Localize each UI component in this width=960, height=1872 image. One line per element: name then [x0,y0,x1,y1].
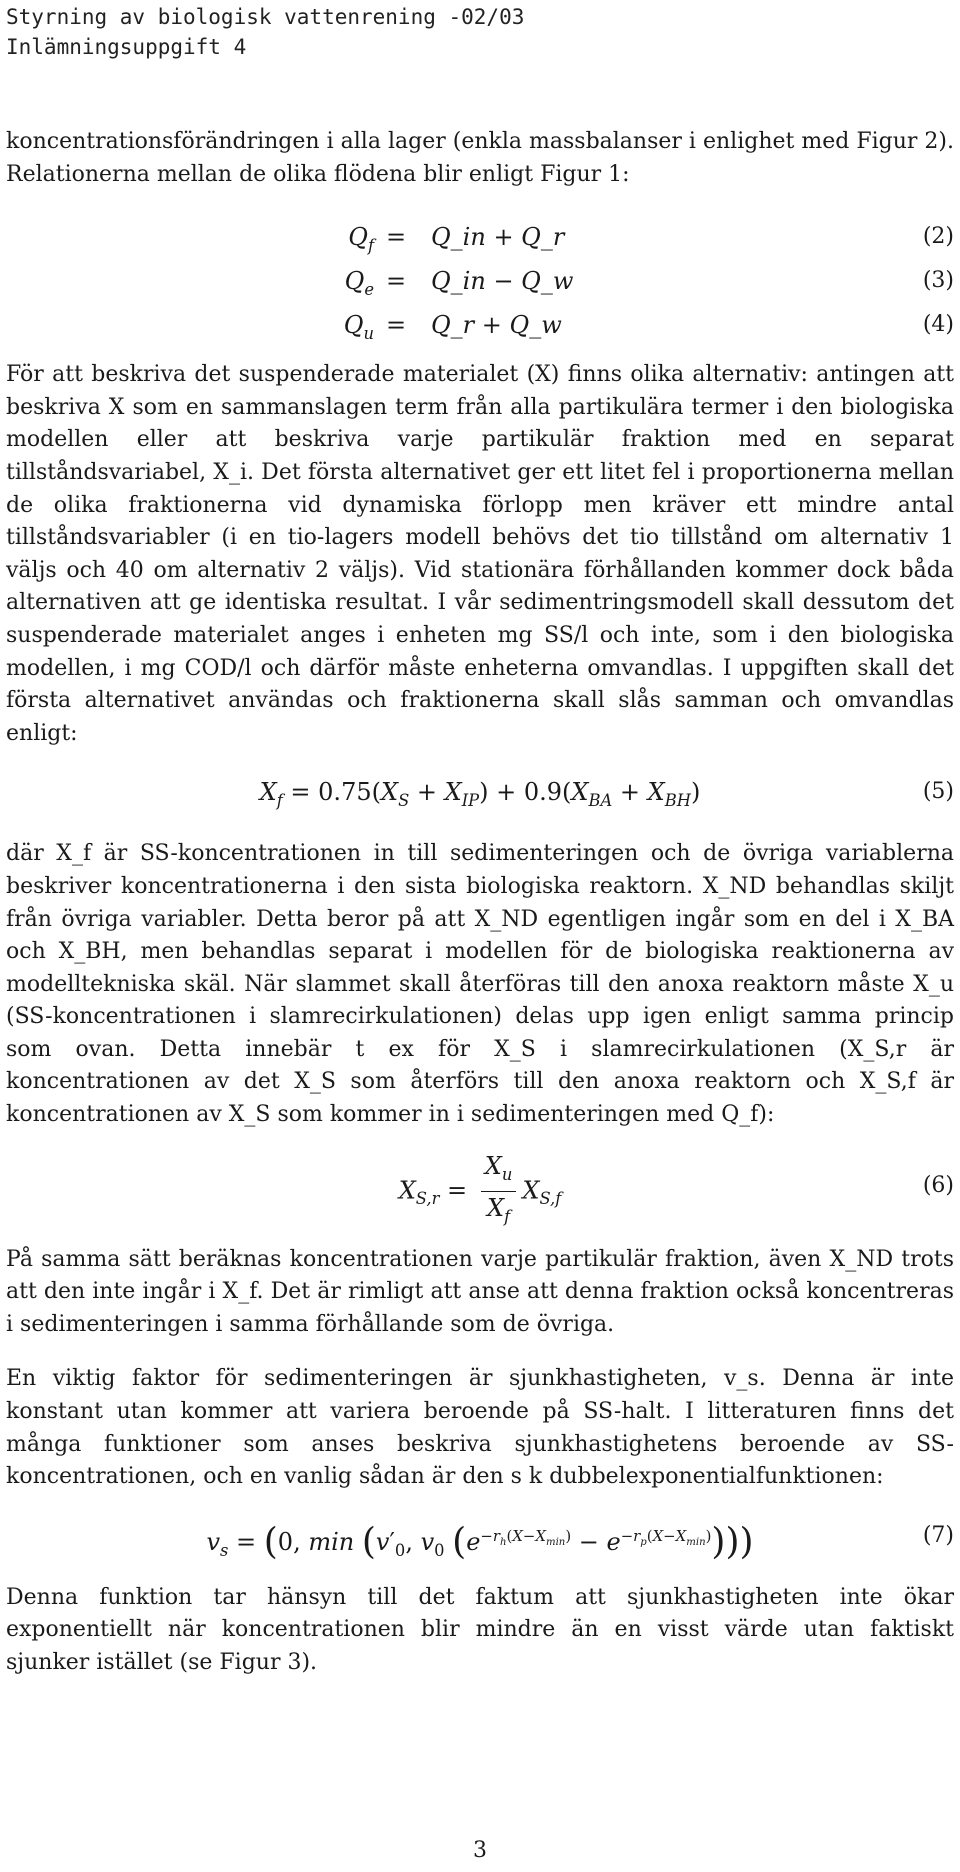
paragraph-function-note: Denna funktion tar hänsyn till det faktum att sjunkhastigheten inte ökar exponentiellt när koncentrationen blir mindre än en visst värde utan faktiskt sjunker istället (se Figur 3). [6,1584,954,1675]
equation-lhs: $Q_f$ [348,223,374,255]
equation-number: (3) [922,268,954,294]
equation-number: (6) [922,1172,954,1198]
paragraph-suspended-material: För att beskriva det suspenderade materialet (X) finns olika alternativ: antingen att beskriva X som en sammanslagen term från alla partikulära termer i den biologiska modellen eller att beskriva varje partikulär fraktion med en separat tillståndsvariabel, X_i. Det första alternativet ger ett litet fel i proportionerna mellan de olika fraktionerna vid dynamiska förlopp men kräver ett mindre antal tillståndsvariabler (i en tio-lagers modell behövs det tio tillstånd om alternativ 1 väljs och 40 om alternativ 2 väljs). Vid stationära förhållanden kommer dock båda alternativen att ge identiska resultat. I vår sedimentringsmodell skall dessutom det suspenderade materialet anges i enheten mg SS/l och inte, som i den biologiska modellen, i mg COD/l och därför måste enheterna omvandlas. I uppgiften skall det första alternativet användas och fraktionerna skall slås samman och omvandlas enligt: [6,362,954,746]
equation-3 [6,259,954,303]
equation-lhs: $Q_e$ [344,267,374,299]
equation-7-expression: $v_s = (0$, $\min (v'_0$, $v_0$ $(e^{-r_h(X-X_{min})} - e^{-r_p(X-X_{min})})$)) [206,1521,754,1563]
equation-7 [6,1502,954,1574]
equation-5 [6,758,954,830]
header-course-title: Styrning av biologisk vattenrening -02/03 [6,5,525,29]
page-number: 3 [473,1838,487,1863]
equation-6 [6,1140,954,1236]
equation-number: (2) [922,224,954,250]
paragraph-same-method: På samma sätt beräknas koncentrationen varje partikulär fraktion, även X_ND trots att den inte ingår i X_f. Det är rimligt att anse att denna fraktion också koncentreras i sedimenteringen i samma förhållande som de övriga. [6,1246,954,1337]
equation-operator: = [386,267,407,296]
equation-4 [6,303,954,347]
running-header [6,2,524,62]
equation-6-expression: $X_{S,r}$ = $\frac{X_u}{X_f}$ $X_{S,f}$ [6,1150,954,1234]
equation-2 [6,215,954,259]
paragraph-settling-velocity: En viktig faktor för sedimenteringen är sjunkhastigheten, v_s. Denna är inte konstant utan kommer att variera beroende på SS-halt. I litteraturen finns det många funktioner som anses beskriva sjunkhastighetens beroende av SS-koncentrationen, och en vanlig sådan är den s k dubbelexponentialfunktionen: [6,1366,954,1490]
equation-rhs: Q_in + Q_r [431,223,565,252]
document-body [6,126,954,1680]
equation-number: (5) [922,779,954,805]
equation-5-expression: $X_f = 0.75(X_S + X_{IP}) + 0.9(X_{BA} + X_{BH})$ [259,778,701,811]
equation-operator: = [386,311,407,340]
paragraph-intro: koncentrationsförändringen i alla lager (enkla massbalanser i enlighet med Figur 2). Relationerna mellan de olika flödena blir enligt Figur 1: [6,129,954,187]
header-assignment: Inlämningsuppgift 4 [6,35,247,59]
equation-lhs: $Q_u$ [343,311,374,343]
equation-operator: = [386,223,407,252]
equation-number: (7) [922,1522,954,1548]
paragraph-fractions: där X_f är SS-koncentrationen in till sedimenteringen och de övriga variablerna beskriver koncentrationerna i den sista biologiska reaktorn. X_ND behandlas skiljt från övriga variabler. Detta beror på att X_ND egentligen ingår som en del i X_BA och X_BH, men behandlas separat i modellen för de biologiska reaktionerna av modelltekniska skäl. När slammet skall återföras till den anoxa reaktorn måste X_u (SS-koncentrationen i slamrecirkulationen) delas upp igen enligt samma princip som ovan. Detta innebär t ex för X_S i slamrecirkulationen (X_S,r är koncentrationen av det X_S som återförs till den anoxa reaktorn och X_S,f är koncentrationen av X_S som kommer in i sedimenteringen med Q_f): [6,841,954,1128]
fraction: $\frac{X_u}{X_f}$ [481,1150,517,1234]
equation-rhs: Q_r + Q_w [431,311,562,340]
paragraph-gap [6,1341,954,1363]
equation-number: (4) [922,312,954,338]
equation-rhs: Q_in − Q_w [431,267,574,296]
equation-group-flows [6,215,954,347]
